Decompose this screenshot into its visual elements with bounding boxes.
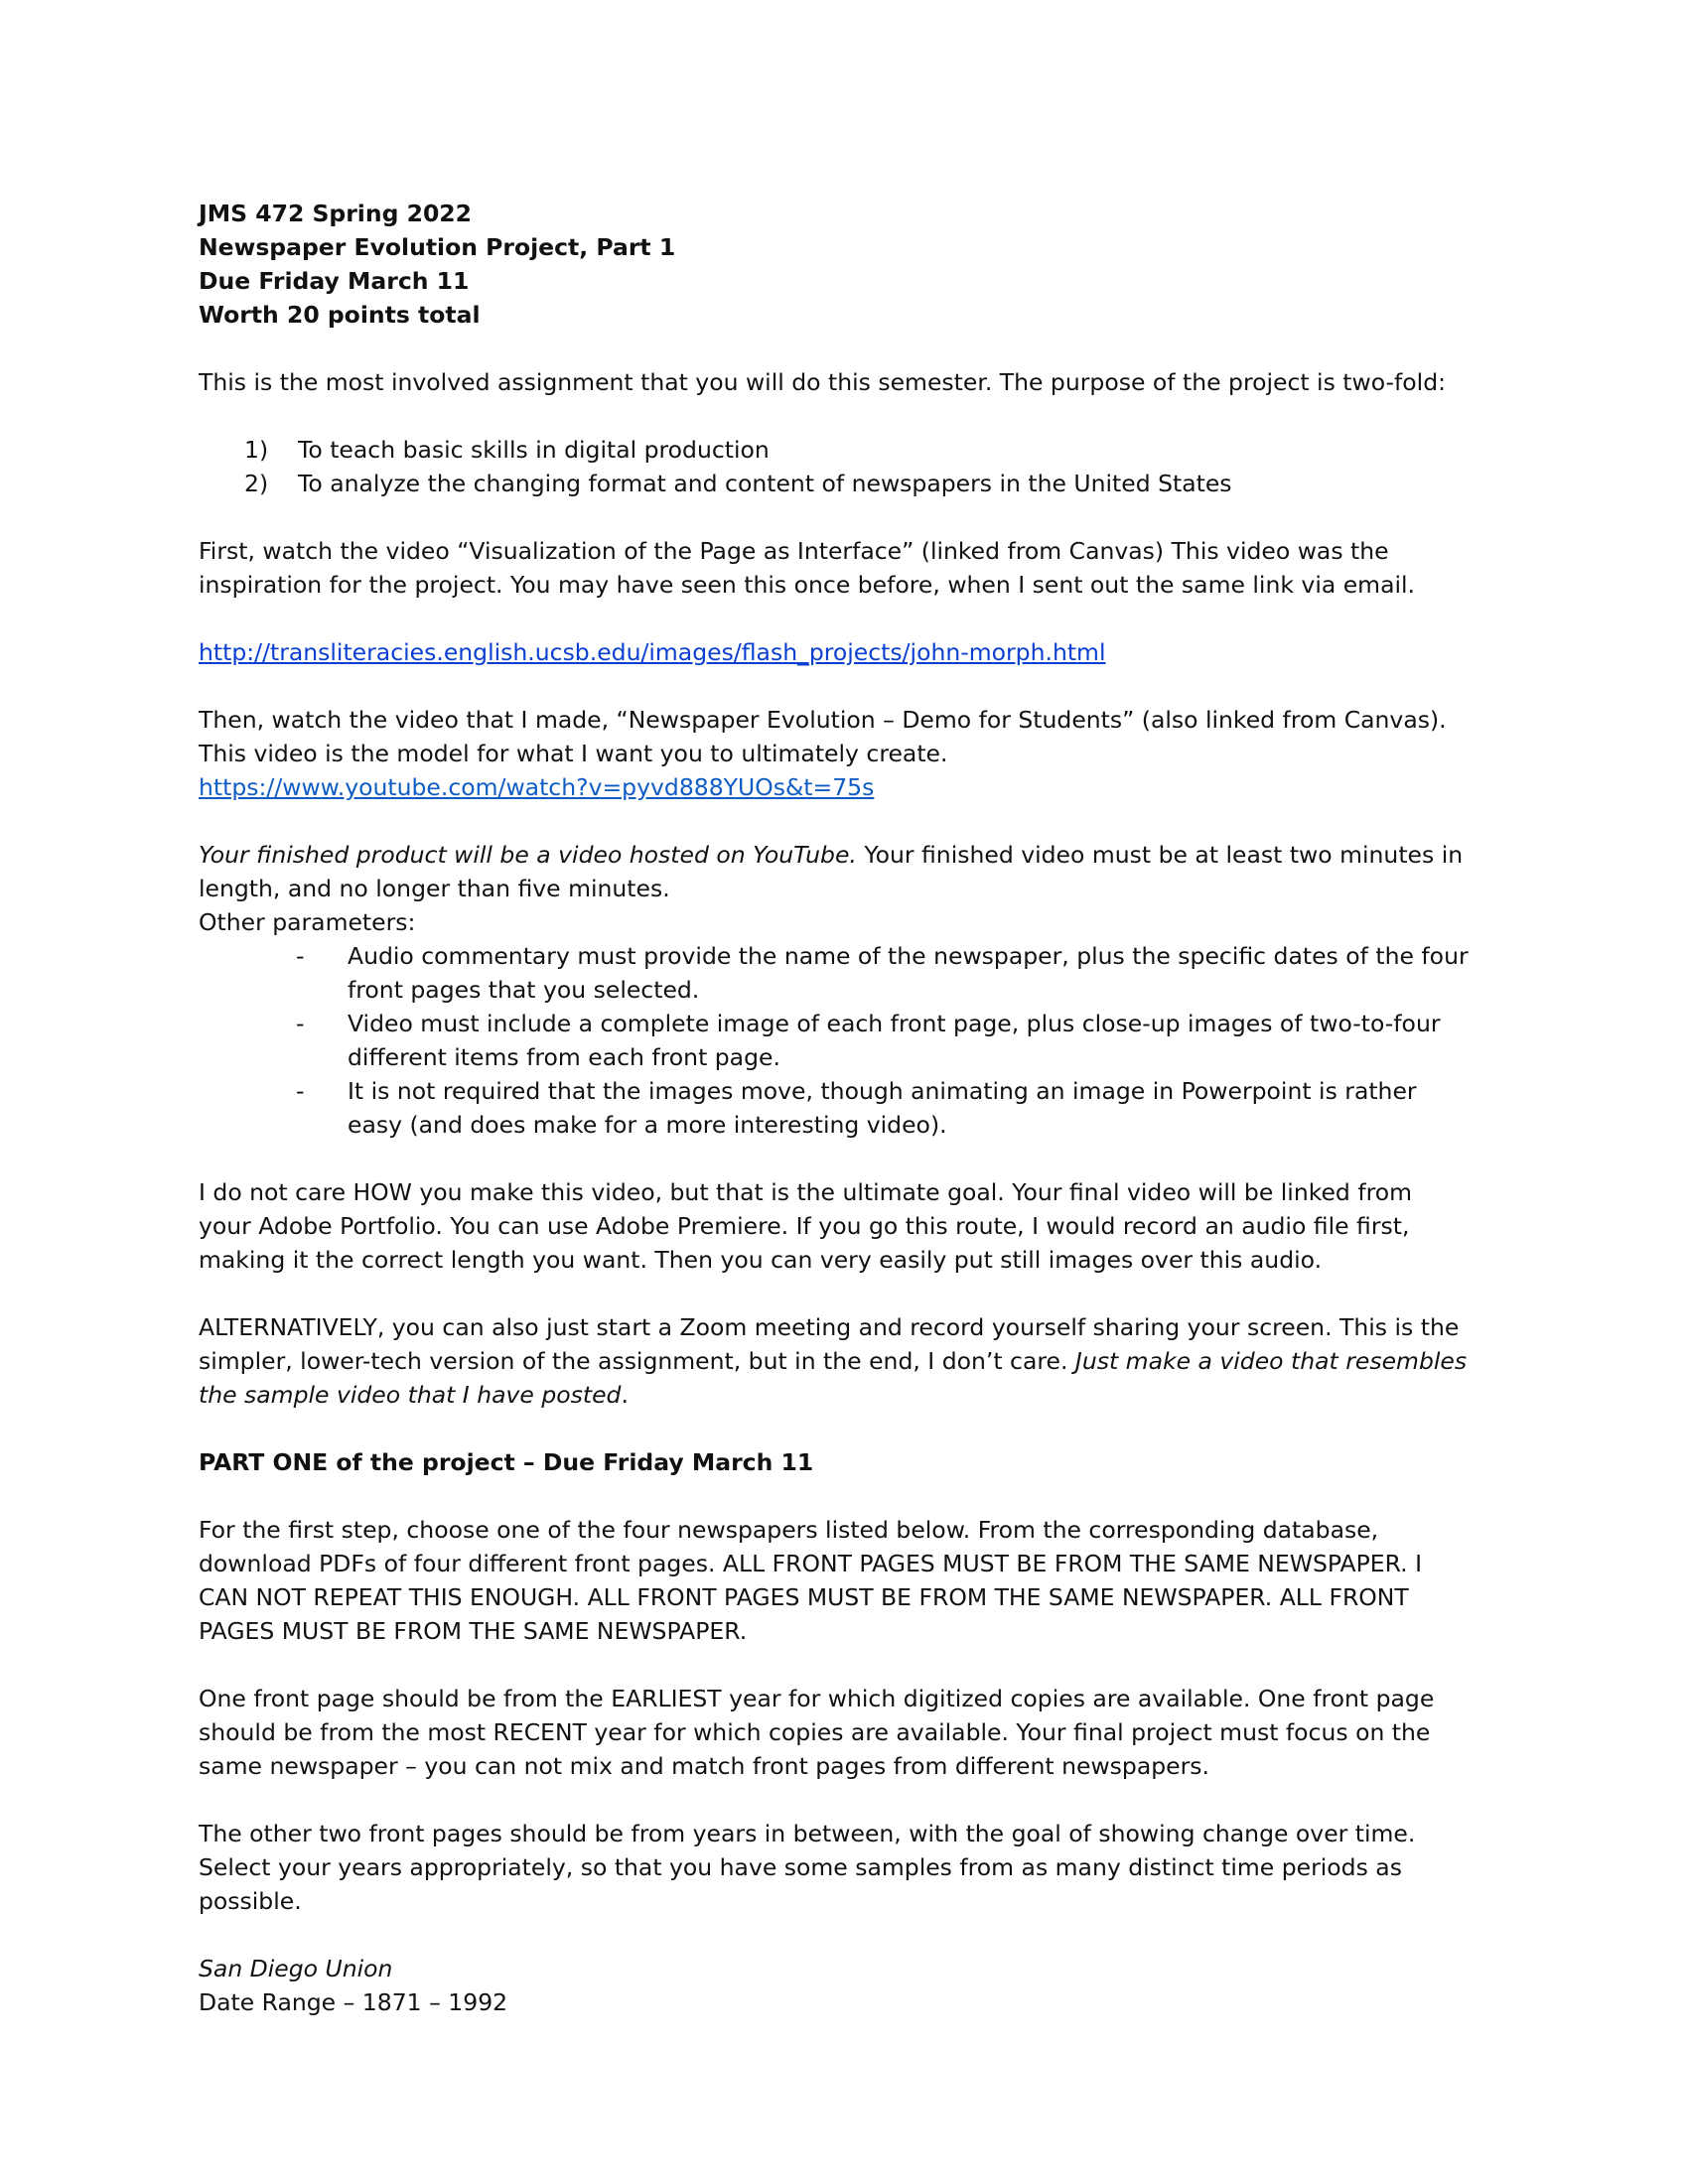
purpose-list (199, 433, 1470, 500)
list-number: 2) (244, 470, 269, 497)
list-text: To teach basic skills in digital production (298, 436, 770, 464)
first-watch-paragraph: First, watch the video “Visualization of the Page as Interface” (linked from Canvas) This video was the inspiration for the project. You may have seen this once before, when I sent out the same link via email. (199, 537, 1416, 599)
earliest-paragraph: One front page should be from the EARLIEST year for which digitized copies are available. One front page should be from the most RECENT year for which copies are available. Your final project must focus on the same newspaper – you can not mix and match front pages from different newspapers. (199, 1685, 1435, 1780)
youtube-link[interactable]: https://www.youtube.com/watch?v=pyvd888YUOs&t=75s (199, 773, 875, 801)
parameters-list (199, 939, 1470, 1142)
list-text: To analyze the changing format and content of newspapers in the United States (298, 470, 1232, 497)
list-dash: - (296, 1077, 305, 1105)
list-item (199, 1007, 1470, 1074)
list-item (199, 1074, 1470, 1142)
due-date: Due Friday March 11 (199, 267, 470, 295)
list-text: Video must include a complete image of each front page, plus close-up images of two-to-four different items from each front page. (348, 1010, 1441, 1071)
alt-end: . (621, 1381, 629, 1409)
list-dash: - (296, 1010, 305, 1037)
other-two-paragraph: The other two front pages should be from years in between, with the goal of showing change over time. Select your years appropriately, so that you have some samples from as many distinct time periods as possible. (199, 1820, 1416, 1915)
list-text: It is not required that the images move, though animating an image in Powerpoint is rather easy (and does make for a more interesting video). (348, 1077, 1417, 1139)
part-one-heading: PART ONE of the project – Due Friday March 11 (199, 1448, 814, 1476)
product-italic: Your finished product will be a video hosted on YouTube. (199, 841, 857, 869)
newspaper-name: San Diego Union (199, 1955, 393, 1982)
alternatively-paragraph (199, 1310, 1470, 1412)
product-paragraph (199, 838, 1470, 905)
alt-italic: Just make a video that resembles the sample video that I have posted (199, 1347, 1468, 1409)
alt-text: ALTERNATIVELY, you can also just start a Zoom meeting and record yourself sharing your screen. This is the simpler, lower-tech version of the assignment, but in the end, I don’t care. (199, 1313, 1460, 1375)
project-title: Newspaper Evolution Project, Part 1 (199, 233, 676, 261)
list-dash: - (296, 942, 305, 970)
course-title: JMS 472 Spring 2022 (199, 200, 473, 227)
newspaper-date-range: Date Range – 1871 – 1992 (199, 1988, 508, 2016)
list-number: 1) (244, 436, 269, 464)
list-text: Audio commentary must provide the name of the newspaper, plus the specific dates of the four front pages that you selected. (348, 942, 1469, 1004)
intro-paragraph: This is the most involved assignment that you will do this semester. The purpose of the project is two-fold: (199, 368, 1447, 396)
then-watch-paragraph: Then, watch the video that I made, “Newspaper Evolution – Demo for Students” (also linked from Canvas). This video is the model for what I want you to ultimately create. (199, 706, 1447, 767)
list-item (199, 467, 1470, 500)
points-worth: Worth 20 points total (199, 301, 481, 329)
list-item (199, 939, 1470, 1007)
other-parameters-label: Other parameters: (199, 908, 416, 936)
how-paragraph: I do not care HOW you make this video, but that is the ultimate goal. Your final video will be linked from your Adobe Portfolio. You can use Adobe Premiere. If you go this route, I would record an audio file first, making it the correct length you want. Then you can very easily put still images over this audio. (199, 1178, 1413, 1274)
transliteracies-link[interactable]: http://transliteracies.english.ucsb.edu/images/flash_projects/john-morph.html (199, 638, 1106, 666)
product-rest: Your finished video must be at least two minutes in length, and no longer than five minutes. (199, 841, 1464, 902)
list-item (199, 433, 1470, 467)
first-step-paragraph: For the first step, choose one of the four newspapers listed below. From the corresponding database, download PDFs of four different front pages. ALL FRONT PAGES MUST BE FROM THE SAME NEWSPAPER. I CAN NOT REPEAT THIS ENOUGH. ALL FRONT PAGES MUST BE FROM THE SAME NEWSPAPER. ALL FRONT PAGES MUST BE FROM THE SAME NEWSPAPER. (199, 1516, 1422, 1645)
